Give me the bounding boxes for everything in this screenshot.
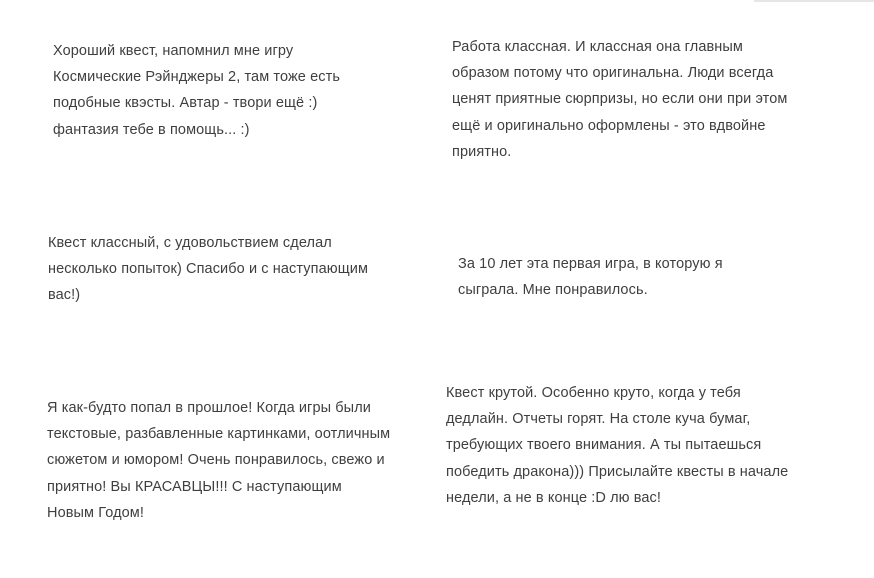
review-text: Работа классная. И классная она главным образом потому что оригинальна. Люди всегда ценят приятные сюрпризы, но если они при этом ещё и оригинально оформлены - это вдвойне приятно.	[452, 39, 788, 160]
review-text: Квест классный, с удовольствием сделал несколько попыток) Спасибо и с наступающим вас!)	[48, 235, 369, 304]
review-text: Квест крутой. Особенно круто, когда у тебя дедлайн. Отчеты горят. На столе куча бумаг, требующих твоего внимания. А ты пытаешься победить дракона))) Присылайте квесты в начале недели, а не в конце :D лю вас!	[446, 385, 789, 506]
review-text: За 10 лет эта первая игра, в которую я сыграла. Мне понравилось.	[458, 256, 723, 299]
top-divider	[754, 0, 874, 2]
review-text: Я как-будто попал в прошлое! Когда игры были текстовые, разбавленные картинками, оотличным сюжетом и юмором! Очень понравилось, свежо и приятно! Вы КРАСАВЦЫ!!! С наступающим Новым Годом!	[47, 400, 391, 521]
review-text: Хороший квест, напомнил мне игру Космические Рэйнджеры 2, там тоже есть подобные квэсты. Автар - твори ещё :) фантазия тебе в помощь... :)	[53, 43, 340, 138]
